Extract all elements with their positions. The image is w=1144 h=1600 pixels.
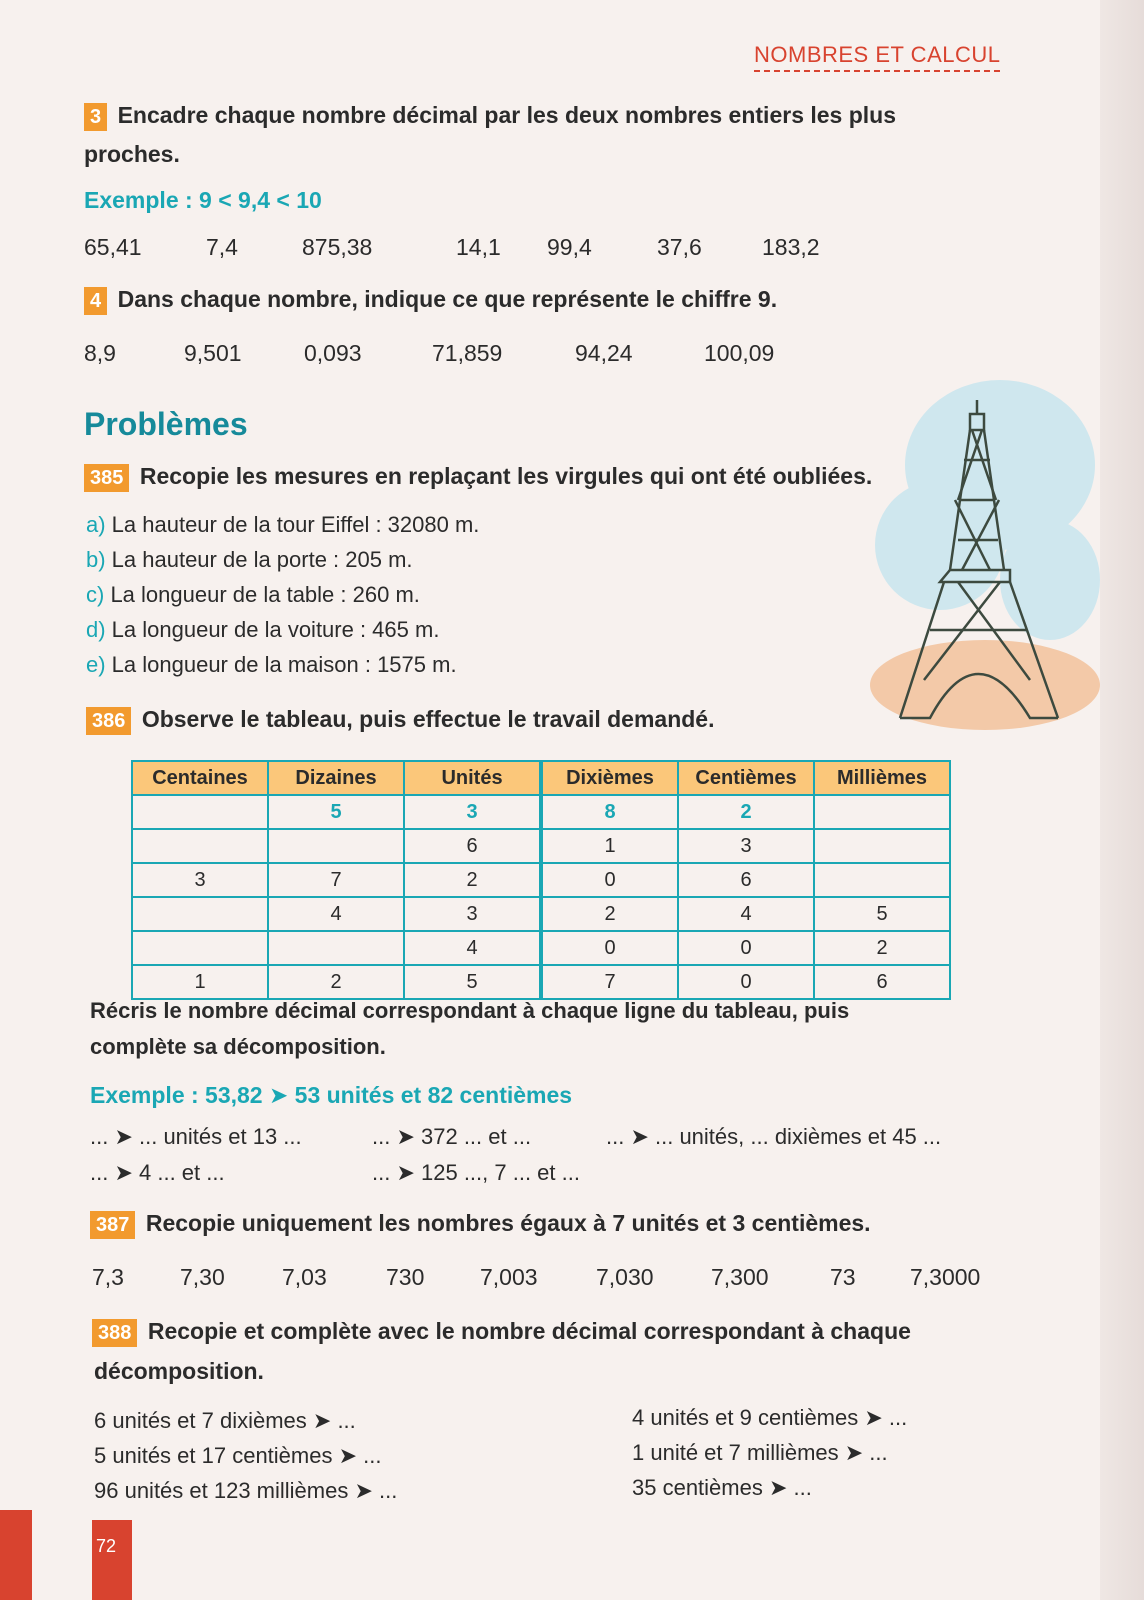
number-item: 71,859 [432, 340, 503, 366]
exercise-387 [90, 1210, 871, 1239]
table-cell: 3 [132, 863, 268, 897]
item-text: La longueur de la maison : 1575 m. [105, 652, 457, 677]
number-item: 875,38 [302, 234, 373, 260]
number-item: 7,030 [596, 1264, 654, 1290]
table-cell: 2 [678, 795, 814, 829]
table-row [132, 829, 950, 863]
section-header: NOMBRES ET CALCUL [754, 42, 1000, 72]
number-item: 73 [830, 1264, 856, 1290]
table-cell: 5 [404, 965, 541, 999]
item-text: La longueur de la voiture : 465 m. [105, 617, 440, 642]
number-item: 7,3 [92, 1264, 124, 1290]
table-cell: 0 [541, 931, 678, 965]
answer-line: ... ➤ 125 ..., 7 ... et ... [372, 1160, 580, 1185]
table-cell [268, 829, 404, 863]
number-item: 7,30 [180, 1264, 225, 1290]
number-item: 7,4 [206, 234, 238, 260]
table-row [132, 897, 950, 931]
place-value-table [131, 760, 951, 1000]
number-item: 730 [386, 1264, 425, 1290]
table-cell: 2 [404, 863, 541, 897]
table-cell: 8 [541, 795, 678, 829]
number-item: 14,1 [456, 234, 501, 260]
table-cell: 4 [678, 897, 814, 931]
item-text: La longueur de la table : 260 m. [104, 582, 420, 607]
column-header: Dizaines [268, 761, 404, 795]
answer-line: 6 unités et 7 dixièmes ➤ ... [94, 1408, 356, 1433]
list-item [86, 512, 479, 538]
table-cell: 2 [541, 897, 678, 931]
bleed-through-heading [80, 44, 86, 67]
item-letter: b) [86, 547, 106, 572]
table-header-row [132, 761, 950, 795]
table-cell: 5 [268, 795, 404, 829]
number-item: 7,300 [711, 1264, 769, 1290]
table-cell: 6 [678, 863, 814, 897]
number-item: 100,09 [704, 340, 775, 366]
number-item: 183,2 [762, 234, 820, 260]
item-letter: a) [86, 512, 106, 537]
answer-line: 1 unité et 7 millièmes ➤ ... [632, 1440, 888, 1465]
exercise-number: 3 [84, 103, 107, 131]
list-item [86, 547, 413, 573]
answer-line: ... ➤ 4 ... et ... [90, 1160, 225, 1185]
table-cell [814, 863, 950, 897]
table-cell: 0 [678, 931, 814, 965]
table-cell [814, 795, 950, 829]
table-cell [132, 795, 268, 829]
list-item [86, 617, 439, 643]
example-line: Exemple : 53,82 ➤ 53 unités et 82 centièmes [90, 1082, 573, 1108]
answer-line: ... ➤ ... unités et 13 ... [90, 1124, 302, 1149]
column-header: Unités [404, 761, 541, 795]
table-cell [814, 829, 950, 863]
exercise-number: 385 [84, 464, 129, 492]
number-item: 0,093 [304, 340, 362, 366]
table-cell: 4 [268, 897, 404, 931]
answer-line: ... ➤ ... unités, ... dixièmes et 45 ... [606, 1124, 942, 1149]
table-cell: 3 [404, 897, 541, 931]
exercise-386 [86, 706, 715, 735]
exercise-instruction-cont: proches. [84, 141, 180, 167]
section-title: Problèmes [84, 406, 248, 442]
exercise-number: 4 [84, 287, 107, 315]
table-cell: 7 [541, 965, 678, 999]
footer-bar [0, 1510, 32, 1600]
table-cell: 6 [404, 829, 541, 863]
page-edge [1100, 0, 1144, 1600]
table-cell: 3 [678, 829, 814, 863]
column-header: Centièmes [678, 761, 814, 795]
number-item: 8,9 [84, 340, 116, 366]
number-item: 9,501 [184, 340, 242, 366]
item-letter: d) [86, 617, 106, 642]
list-item [86, 582, 420, 608]
table-cell: 0 [678, 965, 814, 999]
exercise-instruction-cont: décomposition. [94, 1358, 264, 1384]
table-row [132, 965, 950, 999]
number-item: 7,003 [480, 1264, 538, 1290]
page-number: 72 [96, 1536, 117, 1556]
item-letter: e) [86, 652, 106, 677]
table-row [132, 931, 950, 965]
number-item: 94,24 [575, 340, 633, 366]
exercise-instruction: Dans chaque nombre, indique ce que représente le chiffre 9. [117, 286, 778, 312]
table-cell: 1 [132, 965, 268, 999]
column-header: Centaines [132, 761, 268, 795]
exercise-number: 387 [90, 1211, 135, 1239]
table-cell: 0 [541, 863, 678, 897]
table-cell [268, 931, 404, 965]
table-cell: 2 [268, 965, 404, 999]
number-item: 65,41 [84, 234, 142, 260]
table-cell [132, 897, 268, 931]
answer-line: 96 unités et 123 millièmes ➤ ... [94, 1478, 398, 1503]
exercise-388 [92, 1318, 911, 1347]
item-text: La hauteur de la tour Eiffel : 32080 m. [105, 512, 480, 537]
item-letter: c) [86, 582, 105, 607]
table-cell: 5 [814, 897, 950, 931]
instruction-text: complète sa décomposition. [90, 1034, 386, 1059]
answer-line: ... ➤ 372 ... et ... [372, 1124, 532, 1149]
exercise-instruction: Recopie les mesures en replaçant les virgules qui ont été oubliées. [139, 463, 873, 489]
exercise-instruction: Recopie uniquement les nombres égaux à 7 unités et 3 centièmes. [145, 1210, 871, 1236]
answer-line: 35 centièmes ➤ ... [632, 1475, 812, 1500]
answer-line: 4 unités et 9 centièmes ➤ ... [632, 1405, 908, 1430]
number-item: 37,6 [657, 234, 702, 260]
table-cell: 1 [541, 829, 678, 863]
exercise-4 [84, 286, 777, 315]
table-cell: 7 [268, 863, 404, 897]
table-cell [132, 931, 268, 965]
exercise-instruction: Observe le tableau, puis effectue le travail demandé. [141, 706, 715, 732]
exercise-number: 388 [92, 1319, 137, 1347]
page-number-tab [92, 1520, 132, 1600]
table-row [132, 863, 950, 897]
table-row [132, 795, 950, 829]
number-item: 99,4 [547, 234, 592, 260]
example-line: Exemple : 9 < 9,4 < 10 [84, 187, 322, 213]
exercise-number: 386 [86, 707, 131, 735]
exercise-3 [84, 102, 896, 131]
table-cell: 3 [404, 795, 541, 829]
column-header: Millièmes [814, 761, 950, 795]
number-item: 7,3000 [910, 1264, 981, 1290]
item-text: La hauteur de la porte : 205 m. [105, 547, 413, 572]
table-cell: 6 [814, 965, 950, 999]
list-item [86, 652, 457, 678]
exercise-385 [84, 463, 872, 492]
table-cell: 2 [814, 931, 950, 965]
instruction-text: Récris le nombre décimal correspondant à chaque ligne du tableau, puis [90, 998, 850, 1023]
exercise-instruction: Encadre chaque nombre décimal par les deux nombres entiers les plus [117, 102, 897, 128]
table-cell: 4 [404, 931, 541, 965]
eiffel-tower-icon [880, 400, 1080, 730]
column-header: Dixièmes [541, 761, 678, 795]
answer-line: 5 unités et 17 centièmes ➤ ... [94, 1443, 382, 1468]
table-cell [132, 829, 268, 863]
number-item: 7,03 [282, 1264, 327, 1290]
exercise-instruction: Recopie et complète avec le nombre décimal correspondant à chaque [147, 1318, 911, 1344]
